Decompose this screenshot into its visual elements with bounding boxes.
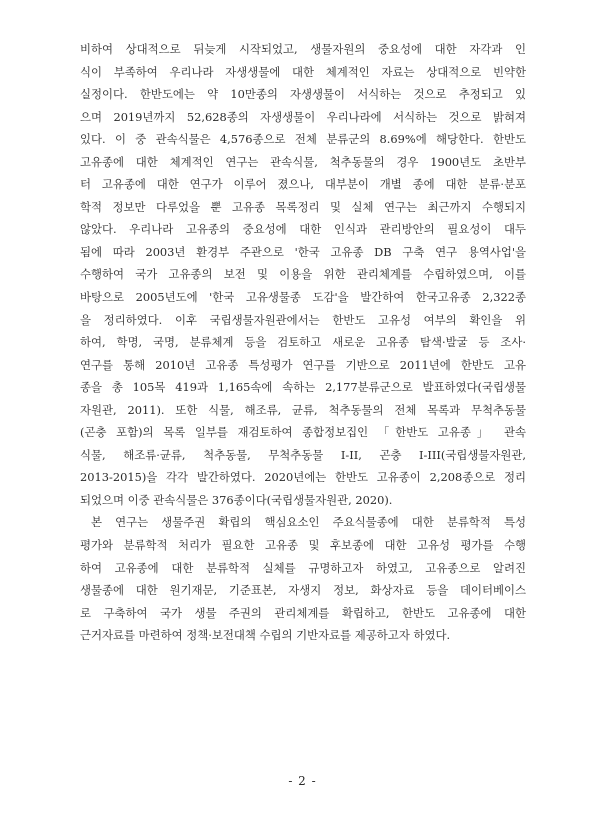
text-line: 연구를 통해 2010년 고유종 특성평가 연구를 기반으로 2011년에 한반도 고유 xyxy=(80,357,526,372)
text-line: 을 정리하였다. 이후 국립생물자원관에서는 한반도 고유성 여부의 확인을 위 xyxy=(80,312,526,327)
text-line: 평가와 분류학적 처리가 필요한 고유종 및 후보종에 대한 고유성 평가를 수행 xyxy=(80,538,526,553)
text-line: (곤충 포함)의 목록 일부를 재검토하여 종합정보집인 「한반도 고유종」 관속 xyxy=(80,425,526,440)
paragraph-background xyxy=(80,38,526,511)
text-line: 본 연구는 생물주권 확립의 핵심요소인 주요식물종에 대한 분류학적 특성 xyxy=(91,515,526,530)
text-line: 있다. 이 중 관속식물은 4,576종으로 전체 분류군의 8.69%에 해당한다. 한반도 xyxy=(80,132,526,147)
text-line: 비하여 상대적으로 뒤늦게 시작되었고, 생물자원의 중요성에 대한 자각과 인 xyxy=(80,42,526,56)
paragraph-research-purpose xyxy=(80,511,526,646)
text-line: 바탕으로 2005년도에 '한국 고유생물종 도감'을 발간하여 한국고유종 2,322종 xyxy=(80,290,526,305)
body-text xyxy=(80,38,526,647)
text-line: 로 구축하여 국가 생물 주권의 관리체계를 확립하고, 한반도 고유종에 대한 xyxy=(80,605,526,620)
text-line: 수행하여 국가 고유종의 보전 및 이용을 위한 관리체계를 수립하였으며, 이를 xyxy=(80,267,526,282)
text-line: 됨에 따라 2003년 환경부 주관으로 '한국 고유종 DB 구축 연구 용역사업'을 xyxy=(80,244,526,259)
text-line: 식물, 해조류·균류, 척추동물, 무척추동물 I-II, 곤충 I-III(국립생물자원관, xyxy=(80,447,526,462)
page-number: - 2 - xyxy=(288,774,317,788)
text-line: 자원관, 2011). 또한 식물, 해조류, 균류, 척추동물의 전체 목록과 무척추동물 xyxy=(80,402,526,417)
text-line: 종을 총 105목 419과 1,165속에 속하는 2,177분류군으로 발표하였다(국립생물 xyxy=(80,380,526,395)
text-line: 고유종에 대한 체계적인 연구는 관속식물, 척추동물의 경우 1900년도 초반부 xyxy=(80,154,526,169)
text-line: 생물종에 대한 원기재문, 기준표본, 자생지 정보, 화상자료 등을 데이터베이스 xyxy=(80,583,526,598)
text-line: 되었으며 이중 관속식물은 376종이다(국립생물자원관, 2020). xyxy=(80,492,393,507)
text-line: 하여 고유종에 대한 분류학적 실체를 규명하고자 하였고, 고유종으로 알려진 xyxy=(80,560,526,575)
text-line: 근거자료를 마련하여 정책·보전대책 수립의 기반자료를 제공하고자 하였다. xyxy=(80,628,451,643)
text-line: 학적 정보만 다루었을 뿐 고유종 목록정리 및 실체 연구는 최근까지 수행되지 xyxy=(80,199,526,214)
text-line: 2013-2015)을 각각 발간하였다. 2020년에는 한반도 고유종이 2,208종으로 정리 xyxy=(80,470,526,485)
text-line: 식이 부족하여 우리나라 자생생물에 대한 체계적인 자료는 상대적으로 빈약한 xyxy=(80,64,526,79)
text-line: 않았다. 우리나라 고유종의 중요성에 대한 인식과 관리방안의 필요성이 대두 xyxy=(80,222,526,237)
text-line: 실정이다. 한반도에는 약 10만종의 자생생물이 서식하는 것으로 추정되고 있 xyxy=(80,87,526,102)
text-line: 하여, 학명, 국명, 분류체계 등을 검토하고 새로운 고유종 탐색·발굴 등 조사· xyxy=(80,335,526,350)
text-line: 으며 2019년까지 52,628종의 자생생물이 우리나라에 서식하는 것으로 밝혀져 xyxy=(80,109,526,124)
text-line: 터 고유종에 대한 연구가 이루어 졌으나, 대부분이 개별 종에 대한 분류·분포 xyxy=(80,177,526,192)
